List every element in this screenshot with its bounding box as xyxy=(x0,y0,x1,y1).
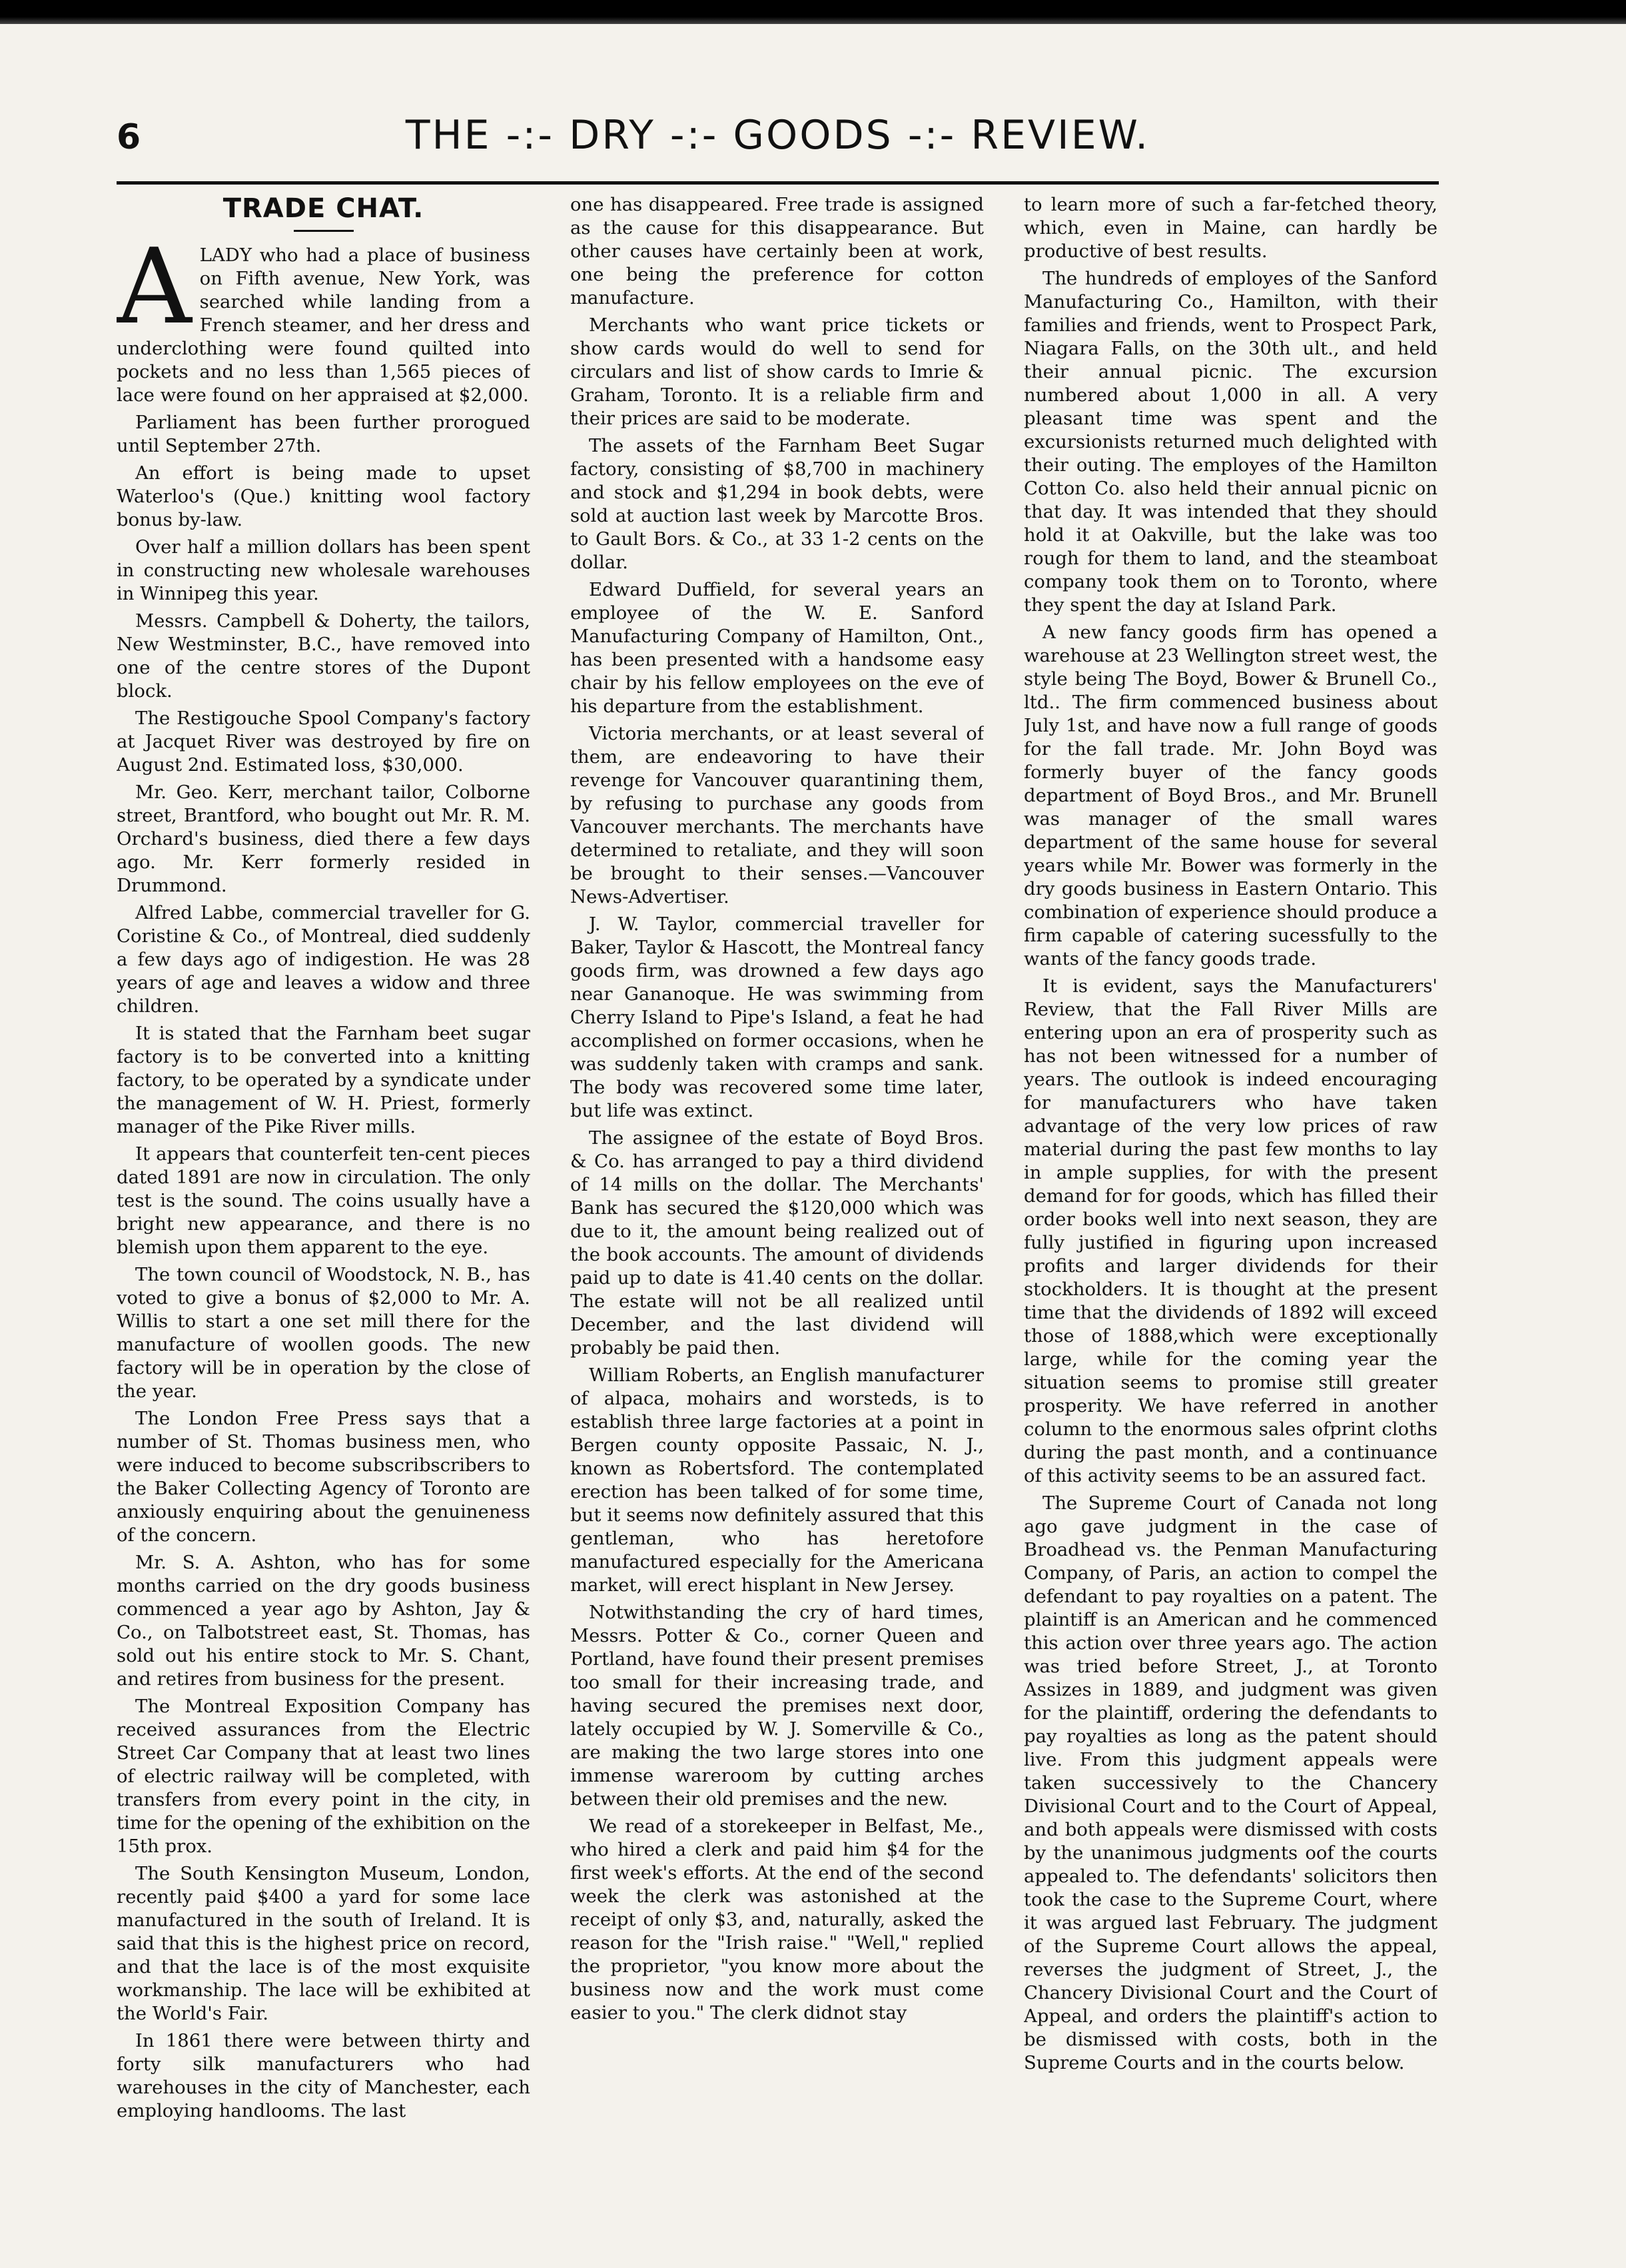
news-item-paragraph: The Restigouche Spool Company's factory at Jacquet River was destroyed by fire on August 2nd. Estimated loss, $30,000. xyxy=(117,708,530,776)
news-item-paragraph: Mr. S. A. Ashton, who has for some months carried on the dry goods business commenced a year ago by Ashton, Jay & Co., on Talbotstreet east, St. Thomas, has sold out his entire stock to Mr. S. Chant, and retires from business for the present. xyxy=(117,1552,530,1690)
news-item-paragraph: J. W. Taylor, commercial traveller for Baker, Taylor & Hascott, the Montreal fancy goods firm, was drowned a few days ago near Gananoque. He was swimming from Cherry Island to Pipe's Island, a feat he had accomplished on former occasions, when he was suddenly taken with cramps and sank. The body was recovered some time later, but life was extinct. xyxy=(570,913,984,1121)
news-item-paragraph: A new fancy goods firm has opened a warehouse at 23 Wellington street west, the style being The Boyd, Bower & Brunell Co., ltd.. The firm commenced business about July 1st, and have now a full range of goods for the fall trade. Mr. John Boyd was formerly buyer of the fancy goods department of Boyd Bros., and Mr. Brunell was manager of the small wares department of the same house for several years while Mr. Bower was formerly in the dry goods business in Eastern Ontario. This combination of experience should produce a firm capable of catering sucessfully to the wants of the fancy goods trade. xyxy=(1024,622,1437,969)
news-item-paragraph: We read of a storekeeper in Belfast, Me., who hired a clerk and paid him $4 for the first week's efforts. At the end of the second week the clerk was astonished at the receipt of only $3, and, naturally, asked the reason for the "Irish raise." "Well," replied the proprietor, "you know more about the business now and the work must come easier to you." The clerk didnot stay xyxy=(570,1816,984,2023)
news-item-paragraph: It is stated that the Farnham beet sugar factory is to be converted into a knitting factory, to be operated by a syndicate under the management of W. H. Priest, formerly manager of the Pike River mills. xyxy=(117,1023,530,1137)
news-item-paragraph: An effort is being made to upset Waterloo's (Que.) knitting wool factory bonus by-law. xyxy=(117,462,530,530)
news-item-paragraph: The assets of the Farnham Beet Sugar factory, consisting of $8,700 in machinery and stock and $1,294 in book debts, were sold at auction last week by Marcotte Bros. to Gault Bors. & Co., at 33 1-2 cents on the dollar. xyxy=(570,435,984,573)
news-item-paragraph: In 1861 there were between thirty and forty silk manufacturers who had warehouses in the city of Manchester, each employing handlooms. The last xyxy=(117,2030,530,2121)
news-item-paragraph: It is evident, says the Manufacturers' Review, that the Fall River Mills are entering upon an era of prosperity such as has not been witnessed for a number of years. The outlook is indeed encouraging for manufacturers who have taken advantage of the very low prices of raw material during the past few months to lay in ample supplies, for with the present demand for for goods, which has filled their order books well into next season, they are fully justified in figuring upon increased profits and larger dividends for their stockholders. It is thought at the present time that the dividends of 1892 will exceed those of 1888,which were exceptionally large, while for the coming year the situation seems to promise still greater prosperity. We have referred in another column to the enormous sales ofprint cloths during the past month, and a continuance of this activity seems to be an assured fact. xyxy=(1024,975,1437,1486)
news-item-paragraph: Victoria merchants, or at least several of them, are endeavoring to have their revenge for Vancouver quarantining them, by refusing to purchase any goods from Vancouver merchants. The merchants have determined to retaliate, and they will soon be brought to their senses.—Vancouver News-Advertiser. xyxy=(570,723,984,907)
article-columns xyxy=(117,193,1439,2245)
news-item-paragraph: William Roberts, an English manufacturer of alpaca, mohairs and worsteds, is to establish three large factories at a point in Bergen county opposite Passaic, N. J., known as Robertsford. The contemplated erection has been talked of for some time, but it seems now definitely assured that this gentleman, who has heretofore manufactured especially for the Americana market, will erect hisplant in New Jersey. xyxy=(570,1365,984,1596)
header-rule xyxy=(117,181,1439,185)
column-3 xyxy=(1024,193,1437,2245)
lead-text: LADY who had a place of business on Fifth avenue, New York, was searched while landing from a French steamer, and her dress and underclothing were found quilted into pockets and no less than 1,565 pieces of lace were found on her appraised at $2,000. xyxy=(117,245,530,406)
section-title: TRADE CHAT. xyxy=(222,193,424,224)
news-item-paragraph: Over half a million dollars has been spent in constructing new wholesale warehouses in Winnipeg this year. xyxy=(117,536,530,604)
continued-paragraph: one has disappeared. Free trade is assigned as the cause for this disappearance. But other causes have certainly been at work, one being the preference for cotton manufacture. xyxy=(570,194,984,308)
news-item-paragraph: Parliament has been further prorogued until September 27th. xyxy=(117,412,530,456)
news-item-paragraph: The Supreme Court of Canada not long ago gave judgment in the case of Broadhead vs. the Penman Manufacturing Company, of Paris, an action to compel the defendant to pay royalties on a patent. The plaintiff is an American and he commenced this action over three years ago. The action was tried before Street, J., at Toronto Assizes in 1889, and judgment was given for the plaintiff, ordering the defendants to pay royalties as long as the patent should live. From this judgment appeals were taken successively to the Chancery Divisional Court and to the Court of Appeal, and both appeals were dismissed with costs by the unanimous judgments oof the courts appealed to. The defendants' solicitors then took the case to the Supreme Court, where it was argued last February. The judgment of the Supreme Court allows the appeal, reverses the judgment of Street, J., the Chancery Divisional Court and the Court of Appeal, and orders the plaintiff's action to be dismissed with costs, both in the Supreme Courts and in the courts below. xyxy=(1024,1492,1437,2073)
lead-paragraph xyxy=(117,226,530,407)
column-1 xyxy=(117,193,530,2245)
news-item-paragraph: It appears that counterfeit ten-cent pieces dated 1891 are now in circulation. The only test is the sound. The coins usually have a bright new appearance, and there is no blemish upon them apparent to the eye. xyxy=(117,1143,530,1258)
news-item-paragraph: The town council of Woodstock, N. B., has voted to give a bonus of $2,000 to Mr. A. Willis to start a one set mill there for the manufacture of woollen goods. The new factory will be in operation by the close of the year. xyxy=(117,1264,530,1402)
masthead-title: THE -:- DRY -:- GOODS -:- REVIEW. xyxy=(405,112,1150,159)
news-item-paragraph: The Montreal Exposition Company has received assurances from the Electric Street Car Company that at least two lines of electric railway will be completed, with transfers from every point in the city, in time for the opening of the exhibition on the 15th prox. xyxy=(117,1696,530,1857)
drop-cap: A xyxy=(117,226,192,347)
page-number: 6 xyxy=(117,117,141,157)
news-item-paragraph: The assignee of the estate of Boyd Bros. & Co. has arranged to pay a third dividend of 14 mills on the dollar. The Merchants' Bank has secured the $120,000 which was due to it, the amount being realized out of the book accounts. The amount of dividends paid up to date is 41.40 cents on the dollar. The estate will not be all realized until December, and the last dividend will probably be paid then. xyxy=(570,1127,984,1359)
column-2 xyxy=(570,193,984,2245)
news-item-paragraph: Mr. Geo. Kerr, merchant tailor, Colborne street, Brantford, who bought out Mr. R. M. Orchard's business, died there a few days ago. Mr. Kerr formerly resided in Drummond. xyxy=(117,782,530,896)
title-rule xyxy=(294,230,354,232)
news-item-paragraph: The London Free Press says that a number of St. Thomas business men, who were induced to become subscribscribers to the Baker Collecting Agency of Toronto are anxiously enquiring about the genuineness of the concern. xyxy=(117,1408,530,1546)
news-item-paragraph: Edward Duffield, for several years an employee of the W. E. Sanford Manufacturing Company of Hamilton, Ont., has been presented with a handsome easy chair by his fellow employees on the eve of his departure from the establishment. xyxy=(570,579,984,717)
continued-paragraph: to learn more of such a far-fetched theory, which, even in Maine, can hardly be productive of best results. xyxy=(1024,194,1437,262)
page-header xyxy=(117,112,1439,179)
news-item-paragraph: Alfred Labbe, commercial traveller for G. Coristine & Co., of Montreal, died suddenly a few days ago of indigestion. He was 28 years of age and leaves a widow and three children. xyxy=(117,902,530,1017)
scan-edge-bar xyxy=(0,0,1626,24)
news-item-paragraph: Merchants who want price tickets or show cards would do well to send for circulars and list of show cards to Imrie & Graham, Toronto. It is a reliable firm and their prices are said to be moderate. xyxy=(570,314,984,429)
news-item-paragraph: Notwithstanding the cry of hard times, Messrs. Potter & Co., corner Queen and Portland, have found their present premises too small for their increasing trade, and having secured the premises next door, lately occupied by W. J. Somerville & Co., are making the two large stores into one immense wareroom by cutting arches between their old premises and the new. xyxy=(570,1602,984,1810)
news-item-paragraph: The hundreds of employes of the Sanford Manufacturing Co., Hamilton, with their families and friends, went to Prospect Park, Niagara Falls, on the 30th ult., and held their annual picnic. The excursion numbered about 1,000 in all. A very pleasant time was spent and the excursionists returned much delighted with their outing. The employes of the Hamilton Cotton Co. also held their annual picnic on that day. It was intended that they should hold it at Oakville, but the lake was too rough for them to land, and the steamboat company took them on to Toronto, where they spent the day at Island Park. xyxy=(1024,268,1437,616)
news-item-paragraph: Messrs. Campbell & Doherty, the tailors, New Westminster, B.C., have removed into one of the centre stores of the Dupont block. xyxy=(117,610,530,702)
news-item-paragraph: The South Kensington Museum, London, recently paid $400 a yard for some lace manufactured in the south of Ireland. It is said that this is the highest price on record, and that the lace is of the most exquisite workmanship. The lace will be exhibited at the World's Fair. xyxy=(117,1863,530,2024)
